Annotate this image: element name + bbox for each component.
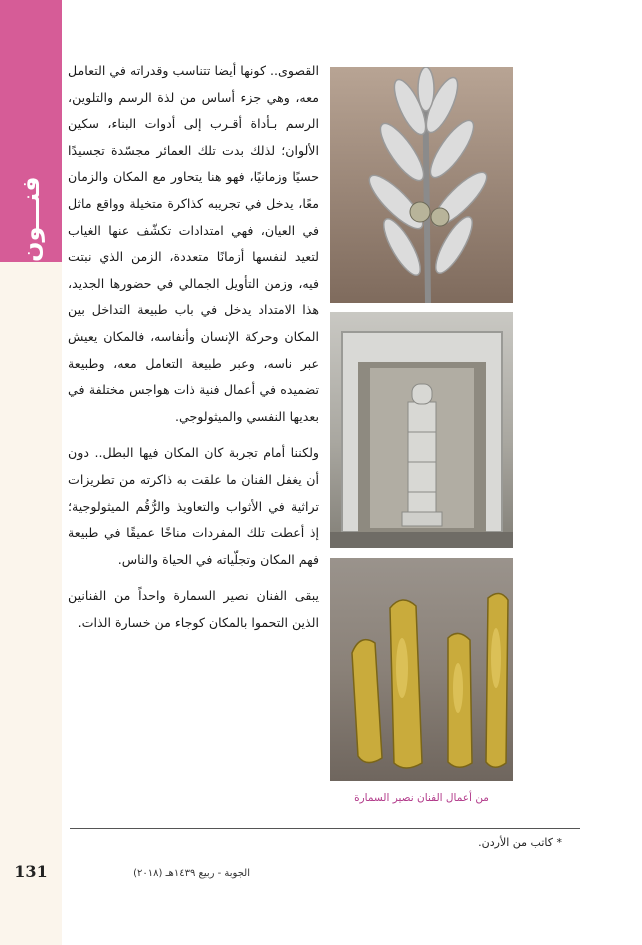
article-body xyxy=(68,58,319,636)
sculpture-photo-golden-fingers xyxy=(330,558,513,781)
author-footnote: * كاتب من الأردن. xyxy=(478,836,562,849)
photo-caption: من أعمال الفنان نصير السمارة xyxy=(354,792,489,804)
journal-footer: الجوبة - ربيع ١٤٣٩هـ (٢٠١٨) xyxy=(133,868,250,879)
article-paragraph: ولكننا أمام تجربة كان المكان فيها البطل.. دون أن يغفل الفنان ما علقت به ذاكرته من تطريزات تراثية في الأثواب والتعاويذ والرُّقُم الميثولوجية؛ إذ أعطت تلك المفردات مناخًا عميقًا في طبيعة فهم المكان وتجلّياته في الحياة والناس. xyxy=(68,445,319,567)
olive-branch-image xyxy=(330,67,513,303)
sculpture-photo-olive-branch xyxy=(330,67,513,303)
article-paragraph: القصوى.. كونها أيضا تتناسب وقدراته في التعامل معه، وهي جزء أساس من لذة الرسم والتلوين، الرسم بـأداة أقـرب إلى أدوات البناء، سكين الألوان؛ لذلك بدت تلك العمائر مجسّدة تجسيدًا حسيًا وزمانيًا، فهو هنا يتحاور مع المكان والزمان معًا، يدخل في تجريبه كذاكرة متخيلة وواقع ماثل في العيان، فهي امتدادات تكشّف عنها الغياب لتعيد لنفسها أزمانًا متعددة، الزمن الذي نبتت فيه، وزمن التأويل الجمالي في حضورها الجديد، هذا الامتداد يدخل في باب طبيعة التداخل بين المكان وحركة الإنسان وأنفاسه، فالمكان يعيش عبر ناسه، وعبر طبيعة التعامل معه، وطبيعة تضميده في أعمال فنية ذات هواجس مختلفة في بعديها النفسي والميثولوجي. xyxy=(68,63,319,424)
footnote-divider xyxy=(70,828,580,829)
section-tab xyxy=(0,0,62,262)
sculpture-photo-minaret xyxy=(330,312,513,548)
golden-fingers-image xyxy=(330,558,513,781)
section-tab-label: فنـــون xyxy=(17,176,45,262)
page-number: 131 xyxy=(14,862,48,881)
article-paragraph: يبقى الفنان نصير السمارة واحداً من الفنانين الذين التحموا بالمكان كوجاء من خسارة الذات. xyxy=(68,588,319,630)
minaret-image xyxy=(330,312,513,548)
